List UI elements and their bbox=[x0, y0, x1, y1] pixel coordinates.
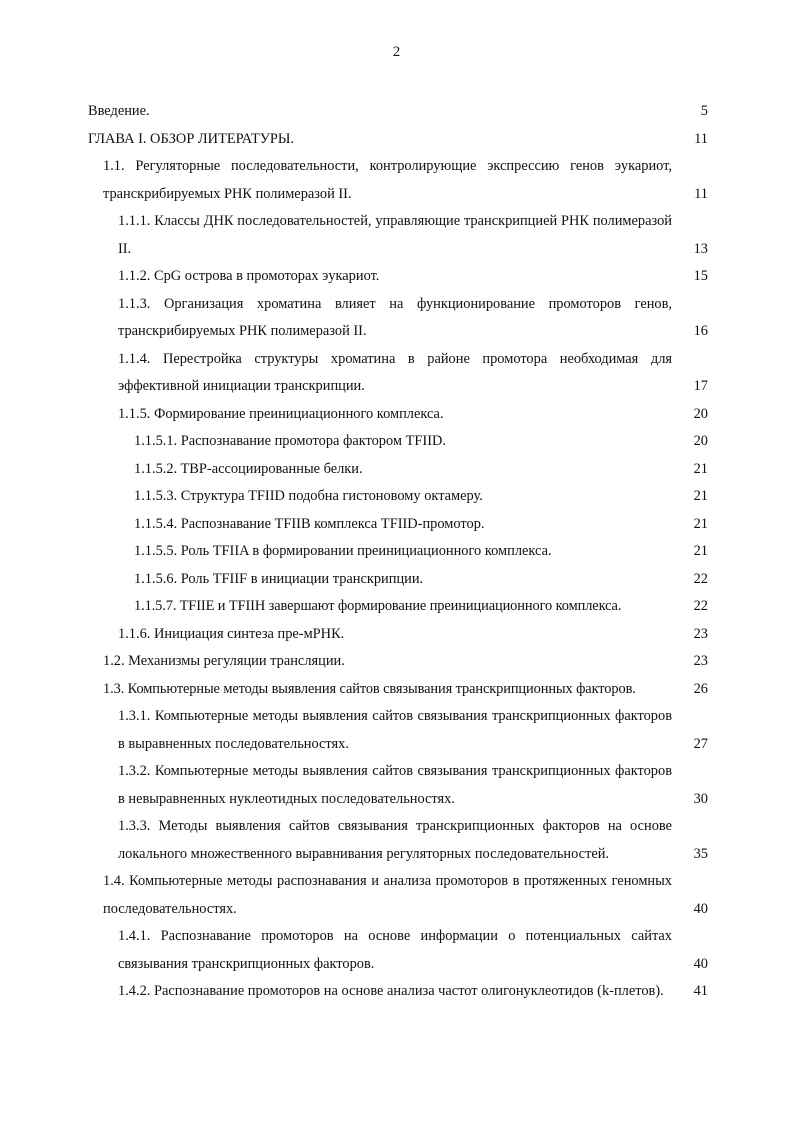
toc-entry-title: 1.1.5.6. Роль TFIIF в инициации транскрипции. bbox=[134, 570, 424, 587]
toc-entry-page: 11 bbox=[694, 185, 708, 202]
toc-entry-title: 1.1.4. Перестройка структуры хроматина в районе промотора необходимая для эффективной инициации транскрипции. bbox=[118, 350, 672, 394]
toc-entry-page: 23 bbox=[693, 625, 708, 642]
toc-entry-title: Введение. bbox=[88, 103, 150, 119]
toc-entry-page: 40 bbox=[693, 900, 708, 917]
toc-entry-page: 40 bbox=[693, 955, 708, 972]
toc-entry-title: 1.3.2. Компьютерные методы выявления сайтов связывания транскрипционных факторов в невыравненных нуклеотидных последовательностях. bbox=[118, 763, 672, 807]
toc-entry-page: 26 bbox=[693, 680, 708, 697]
toc-entry-page: 35 bbox=[693, 845, 708, 862]
toc-entry-page: 22 bbox=[693, 570, 708, 587]
toc-entry-page: 22 bbox=[693, 598, 708, 614]
toc-entry-title: 1.3.1. Компьютерные методы выявления сайтов связывания транскрипционных факторов в выравненных последовательностях. bbox=[118, 708, 672, 752]
toc-entry[interactable] bbox=[118, 291, 710, 346]
toc-entry[interactable] bbox=[134, 593, 710, 621]
toc-entry-title: 1.1.5.4. Распознавание TFIIB комплекса TFIID-промотор. bbox=[134, 515, 485, 532]
toc-entry-page: 5 bbox=[700, 103, 708, 119]
toc-entry[interactable] bbox=[103, 648, 710, 676]
toc-entry[interactable] bbox=[118, 263, 710, 291]
toc-entry-title: 1.1.5.1. Распознавание промотора фактором TFIID. bbox=[134, 433, 446, 449]
toc-entry[interactable] bbox=[118, 813, 710, 868]
toc-entry-title: 1.4. Компьютерные методы распознавания и анализа промоторов в протяженных геномных последовательностях. bbox=[103, 873, 672, 917]
toc-entry-title: 1.1.3. Организация хроматина влияет на функционирование промоторов генов, транскрибируемых РНК полимеразой II. bbox=[118, 295, 672, 339]
toc-entry-page: 20 bbox=[693, 405, 708, 422]
toc-entry-page: 21 bbox=[693, 543, 708, 559]
toc-entry[interactable] bbox=[118, 978, 710, 1006]
toc-entry-title: 1.3.3. Методы выявления сайтов связывания транскрипционных факторов на основе локального множественного выравнивания регуляторных последовательностей. bbox=[118, 818, 672, 862]
toc-entry-page: 30 bbox=[693, 790, 708, 807]
toc-entry-title: 1.4.1. Распознавание промоторов на основе информации о потенциальных сайтах связывания транскрипционных факторов. bbox=[118, 928, 672, 972]
toc-entry-title: 1.1.5.5. Роль TFIIA в формировании преинициационного комплекса. bbox=[134, 543, 552, 559]
toc-entry[interactable] bbox=[118, 208, 710, 263]
toc-entry-page: 23 bbox=[693, 653, 708, 669]
toc-entry-title: 1.4.2. Распознавание промоторов на основе анализа частот олигонуклеотидов (k-плетов). bbox=[118, 983, 664, 999]
toc-entry-title: 1.2. Механизмы регуляции трансляции. bbox=[103, 653, 345, 669]
toc-entry-title: 1.1.5.3. Структура TFIID подобна гистоновому октамеру. bbox=[134, 488, 483, 504]
toc-entry-title: 1.3. Компьютерные методы выявления сайтов связывания транскрипционных факторов. bbox=[103, 680, 636, 697]
toc-entry[interactable] bbox=[88, 98, 710, 126]
toc-entry-page: 27 bbox=[693, 735, 708, 752]
toc-entry-title: 1.1. Регуляторные последовательности, контролирующие экспрессию генов эукариот, транскрибируемых РНК полимеразой II. bbox=[103, 158, 672, 202]
table-of-contents bbox=[88, 98, 710, 1006]
toc-entry[interactable] bbox=[103, 676, 710, 704]
toc-entry[interactable] bbox=[134, 456, 710, 484]
toc-entry[interactable] bbox=[118, 621, 710, 649]
toc-entry-page: 21 bbox=[693, 515, 708, 532]
toc-entry-page: 11 bbox=[694, 130, 708, 147]
page-number: 2 bbox=[392, 44, 401, 60]
toc-entry[interactable] bbox=[118, 703, 710, 758]
toc-entry-page: 15 bbox=[693, 268, 708, 284]
toc-entry[interactable] bbox=[103, 868, 710, 923]
toc-entry-page: 41 bbox=[693, 983, 708, 999]
toc-entry[interactable] bbox=[134, 511, 710, 539]
toc-entry-title: ГЛАВА I. ОБЗОР ЛИТЕРАТУРЫ. bbox=[88, 130, 295, 147]
toc-entry-title: 1.1.5.2. TBP-ассоциированные белки. bbox=[134, 460, 363, 477]
toc-entry[interactable] bbox=[134, 566, 710, 594]
toc-entry-title: 1.1.6. Инициация синтеза пре-мРНК. bbox=[118, 625, 345, 642]
toc-entry-title: 1.1.5. Формирование преинициационного комплекса. bbox=[118, 405, 444, 422]
toc-entry-title: 1.1.5.7. TFIIE и TFIIH завершают формирование преинициационного комплекса. bbox=[134, 598, 622, 614]
toc-entry[interactable] bbox=[103, 153, 710, 208]
toc-entry-page: 16 bbox=[693, 323, 708, 339]
toc-entry[interactable] bbox=[134, 483, 710, 511]
toc-entry-page: 21 bbox=[693, 460, 708, 477]
toc-entry[interactable] bbox=[118, 401, 710, 429]
toc-entry[interactable] bbox=[118, 346, 710, 401]
toc-entry-page: 20 bbox=[693, 433, 708, 449]
toc-entry-page: 17 bbox=[693, 378, 708, 394]
toc-entry[interactable] bbox=[134, 538, 710, 566]
toc-entry-title: 1.1.2. CpG острова в промоторах эукариот. bbox=[118, 268, 380, 284]
toc-entry[interactable] bbox=[134, 428, 710, 456]
toc-entry-title: 1.1.1. Классы ДНК последовательностей, управляющие транскрипцией РНК полимеразой II. bbox=[118, 213, 672, 257]
toc-entry-page: 13 bbox=[693, 240, 708, 257]
toc-entry[interactable] bbox=[118, 923, 710, 978]
toc-entry-page: 21 bbox=[693, 488, 708, 504]
toc-entry[interactable] bbox=[118, 758, 710, 813]
toc-entry[interactable] bbox=[88, 126, 710, 154]
